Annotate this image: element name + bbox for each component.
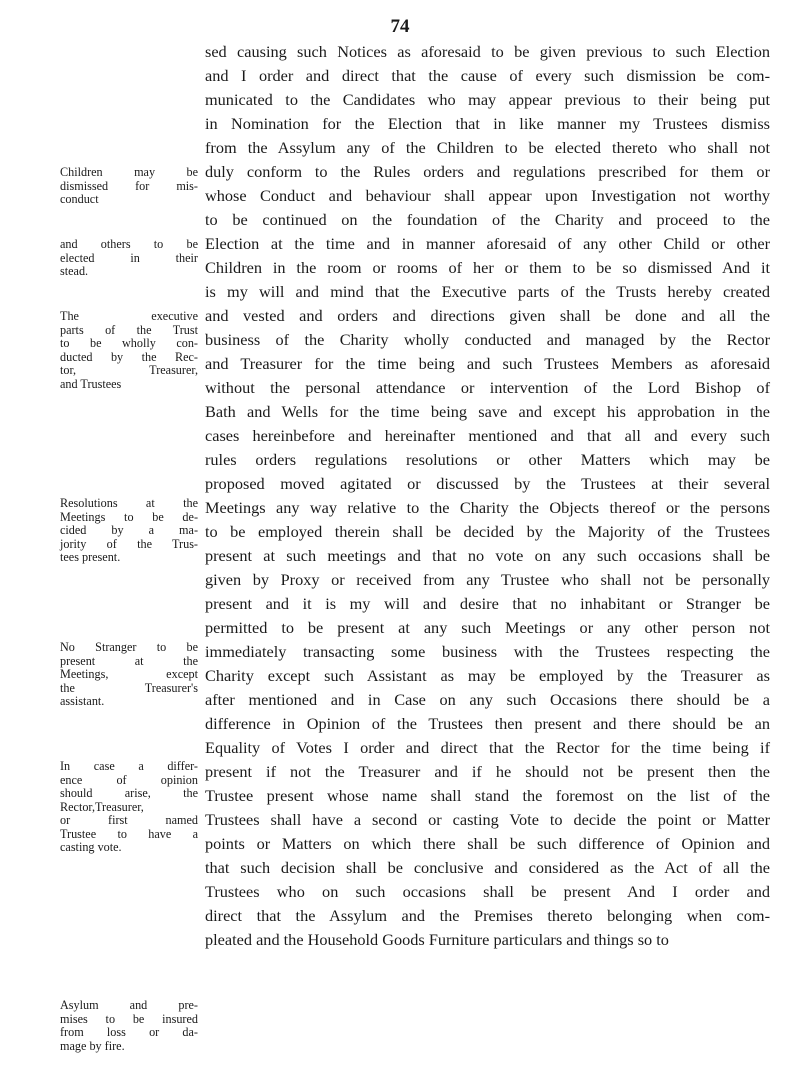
- body-text: [205, 40, 770, 952]
- text-line: after mentioned and in Case on any such Occasions there should be a: [205, 690, 770, 709]
- text-line: and I order and direct that the cause of every such dismission be com-: [205, 66, 770, 85]
- text-line: duly conform to the Rules orders and regulations prescribed for them or: [205, 162, 770, 181]
- margin-note-line: elected in their: [60, 250, 198, 265]
- margin-note-line: mage by fire.: [60, 1038, 125, 1053]
- text-line: present and it is my will and desire that no inhabitant or Stranger be: [205, 594, 770, 613]
- text-line: that such decision shall be conclusive and considered as the Act of all the: [205, 858, 770, 877]
- text-line: given by Proxy or received from any Trustee who shall not be personally: [205, 570, 770, 589]
- margin-note-line: Asylum and pre-: [60, 998, 198, 1012]
- margin-note-line: and Trustees: [60, 376, 122, 391]
- margin-note-line: In case a differ-: [60, 759, 198, 773]
- text-line: Election at the time and in manner aforesaid of any other Child or other: [205, 234, 770, 253]
- text-line: from the Assylum any of the Children to be elected thereto who shall not: [205, 138, 770, 157]
- text-line: Children in the room or rooms of her or them to be so dismissed And it: [205, 258, 770, 277]
- text-line: Trustee present whose name shall stand the foremost on the list of the: [205, 786, 770, 805]
- text-line: cases hereinbefore and hereinafter mentioned and that all and every such: [205, 426, 770, 445]
- margin-note-children-dismissed: [60, 166, 198, 207]
- margin-note-line: to be wholly con-: [60, 336, 198, 350]
- text-line: pleated and the Household Goods Furniture particulars and things so to: [205, 930, 669, 949]
- margin-note-casting-vote: [60, 760, 198, 855]
- text-line: present at such meetings and that no vote on any such occasions shall be: [205, 546, 770, 565]
- margin-note-line: Resolutions at the: [60, 496, 198, 510]
- margin-note-line: Children may be: [60, 165, 198, 179]
- margin-note-line: stead.: [60, 264, 89, 278]
- margin-note-line: assistant.: [60, 694, 105, 708]
- text-line: to be employed therein shall be decided by the Majority of the Trustees: [205, 522, 770, 541]
- margin-note-line: jority of the Trus-: [60, 536, 198, 551]
- margin-note-line: tor, Treasurer,: [60, 363, 198, 377]
- text-line: Trustees who on such occasions shall be present And I order and: [205, 882, 770, 901]
- text-line: Charity except such Assistant as may be employed by the Treasurer as: [205, 666, 770, 685]
- text-line: rules orders regulations resolutions or other Matters which may be: [205, 450, 770, 469]
- margin-note-line: or first named: [60, 813, 198, 827]
- text-line: municated to the Candidates who may appear previous to their being put: [205, 90, 770, 109]
- margin-note-no-stranger: [60, 641, 198, 709]
- margin-note-line: tees present.: [60, 550, 121, 564]
- text-line: direct that the Assylum and the Premises thereto belonging when com-: [205, 906, 770, 925]
- text-line: Bath and Wells for the time being save and except his approbation in the: [205, 402, 770, 421]
- margin-note-line: conduct: [60, 192, 99, 206]
- text-line: permitted to be present at any such Meetings or any other person not: [205, 618, 770, 637]
- margin-note-line: ducted by the Rec-: [60, 349, 198, 364]
- margin-note-line: the Treasurer's: [60, 680, 198, 695]
- text-line: proposed moved agitated or discussed by the Trustees at their several: [205, 474, 770, 493]
- page-number: 74: [390, 16, 410, 37]
- text-line: and Treasurer for the time being and such Trustees Members as aforesaid: [205, 354, 770, 373]
- margin-note-line: casting vote.: [60, 840, 122, 854]
- margin-note-line: dismissed for mis-: [60, 178, 198, 193]
- margin-note-others-elected: [60, 238, 198, 279]
- text-line: and vested and orders and directions given shall be done and all the: [205, 306, 770, 325]
- text-line: present if not the Treasurer and if he should not be present then the: [205, 762, 770, 781]
- text-line: sed causing such Notices as aforesaid to be given previous to such Election: [205, 42, 770, 61]
- margin-note-line: from loss or da-: [60, 1025, 198, 1039]
- margin-note-line: ence of opinion: [60, 772, 198, 787]
- margin-note-line: mises to be insured: [60, 1011, 198, 1026]
- margin-note-asylum-insured: [60, 999, 198, 1053]
- text-line: Trustees shall have a second or casting Vote to decide the point or Matter: [205, 810, 770, 829]
- margin-note-line: No Stranger to be: [60, 640, 198, 654]
- margin-note-line: present at the: [60, 653, 198, 668]
- text-line: to be continued on the foundation of the Charity and proceed to the: [205, 210, 770, 229]
- text-line: is my will and mind that the Executive parts of the Trusts hereby created: [205, 282, 770, 301]
- margin-note-line: and others to be: [60, 237, 198, 251]
- text-line: Equality of Votes I order and direct that the Rector for the time being if: [205, 738, 770, 757]
- text-line: business of the Charity wholly conducted and managed by the Rector: [205, 330, 770, 349]
- margin-note-line: The executive: [60, 309, 198, 323]
- margin-note-line: Meetings, except: [60, 667, 198, 681]
- margin-note-executive-parts: [60, 310, 198, 391]
- margin-note-resolutions-majority: [60, 497, 198, 565]
- text-line: immediately transacting some business with the Trustees respecting the: [205, 642, 770, 661]
- text-line: difference in Opinion of the Trustees then present and there should be an: [205, 714, 770, 733]
- margin-note-line: cided by a ma-: [60, 523, 198, 537]
- margin-note-line: Trustee to have a: [60, 826, 198, 841]
- text-line: points or Matters on which there shall be such difference of Opinion and: [205, 834, 770, 853]
- margin-note-line: parts of the Trust: [60, 322, 198, 337]
- text-line: without the personal attendance or intervention of the Lord Bishop of: [205, 378, 770, 397]
- margin-note-line: Rector,Treasurer,: [60, 799, 144, 814]
- text-line: Meetings any way relative to the Charity the Objects thereof or the persons: [205, 498, 770, 517]
- margin-note-line: should arise, the: [60, 786, 198, 800]
- margin-note-line: Meetings to be de-: [60, 509, 198, 524]
- text-line: in Nomination for the Election that in like manner my Trustees dismiss: [205, 114, 770, 133]
- text-line: whose Conduct and behaviour shall appear upon Investigation not worthy: [205, 186, 770, 205]
